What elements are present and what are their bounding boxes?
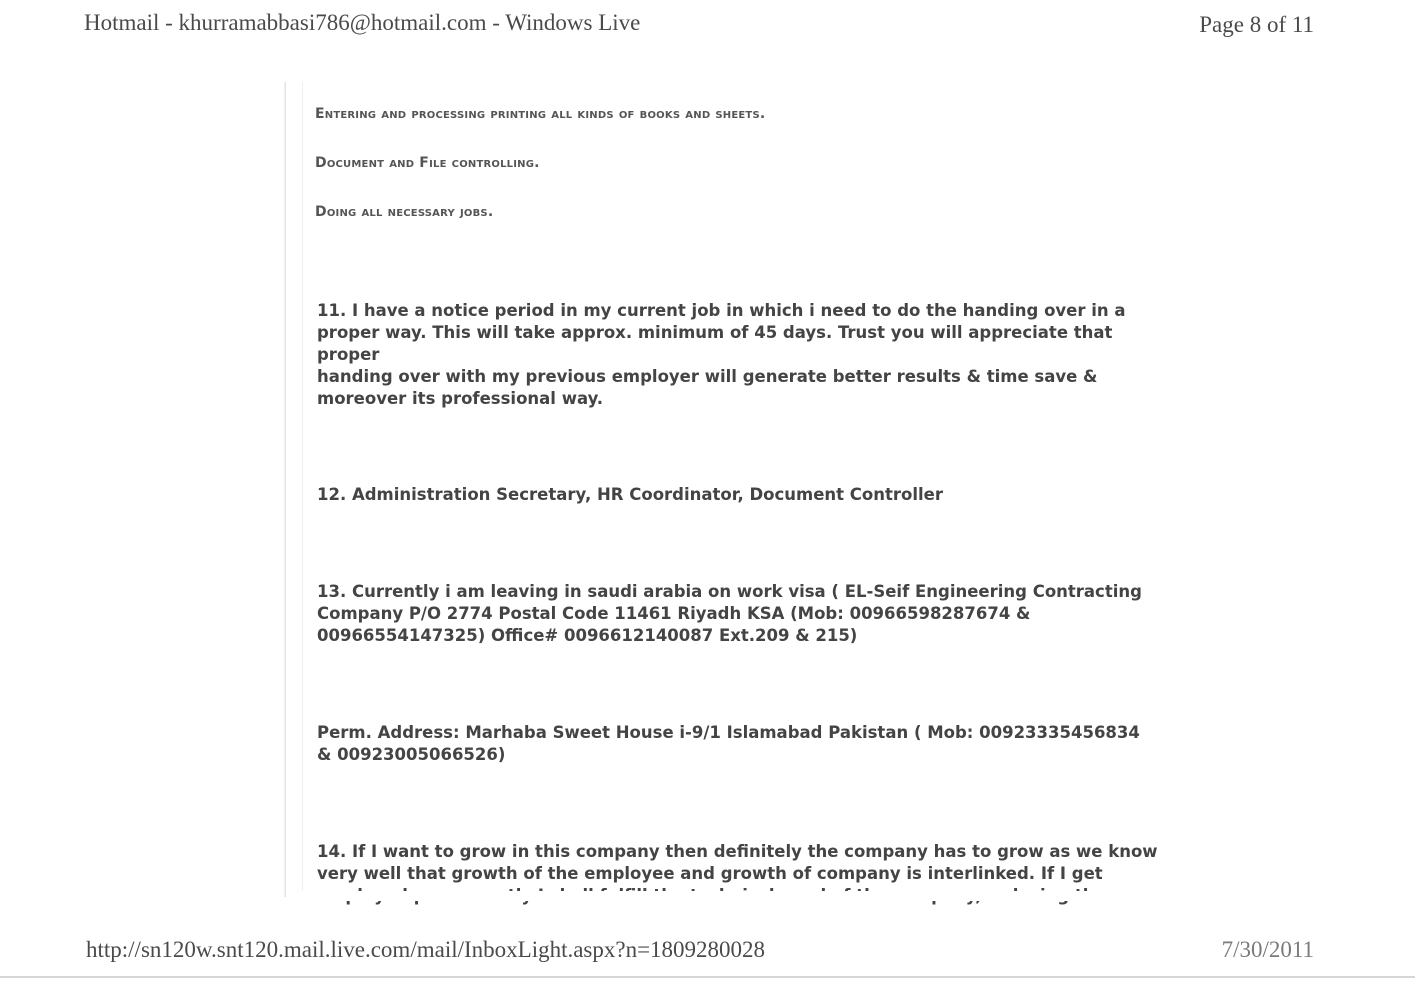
- answer-11-paragraph: [317, 300, 1126, 410]
- answer-13-paragraph: [317, 581, 1142, 647]
- page-number: Page 8 of 11: [1199, 12, 1314, 37]
- paragraph-line: very well that growth of the employee and growth of company is interlinked. If I get: [317, 864, 1103, 883]
- permanent-address-paragraph: [317, 722, 1140, 766]
- paragraph-line: proper: [317, 345, 380, 364]
- duty-line: Entering and processing printing all kinds of books and sheets.: [315, 106, 766, 122]
- paragraph-line: 11. I have a notice period in my current job in which i need to do the handing over in a: [317, 301, 1126, 320]
- answer-12-paragraph: [317, 484, 1097, 506]
- paragraph-line: 12. Administration Secretary, HR Coordinator, Document Controller: [317, 485, 943, 504]
- paragraph-line: 00966554147325) Office# 0096612140087 Ext.209 & 215): [317, 626, 858, 645]
- paragraph-line: & 00923005066526): [317, 745, 506, 764]
- paragraph-line: Perm. Address: Marhaba Sweet House i-9/1 Islamabad Pakistan ( Mob: 00923335456834: [317, 723, 1140, 742]
- scan-edge-line: [0, 976, 1415, 978]
- print-date: 7/30/2011: [1221, 937, 1314, 962]
- duty-line: Doing all necessary jobs.: [315, 204, 494, 220]
- paragraph-line: handing over with my previous employer will generate better results & time save &: [317, 367, 1098, 386]
- paragraph-line: 14. If I want to grow in this company then definitely the company has to grow as we know: [317, 842, 1158, 861]
- footer-url: http://sn120w.snt120.mail.live.com/mail/InboxLight.aspx?n=1809280028: [86, 937, 766, 962]
- paragraph-line: 13. Currently i am leaving in saudi arabia on work visa ( EL-Seif Engineering Contracting: [317, 582, 1142, 601]
- paragraph-line: Company P/O 2774 Postal Code 11461 Riyadh KSA (Mob: 00966598287674 &: [317, 604, 1031, 623]
- page-cut-mask: [290, 891, 1105, 901]
- paragraph-line: moreover its professional way.: [317, 389, 604, 408]
- duty-line: Document and File controlling.: [315, 155, 540, 171]
- page-header-title: Hotmail - khurramabbasi786@hotmail.com - Windows Live: [84, 10, 641, 35]
- frame-divider: [302, 82, 303, 897]
- paragraph-line: proper way. This will take approx. minimum of 45 days. Trust you will appreciate that: [317, 323, 1113, 342]
